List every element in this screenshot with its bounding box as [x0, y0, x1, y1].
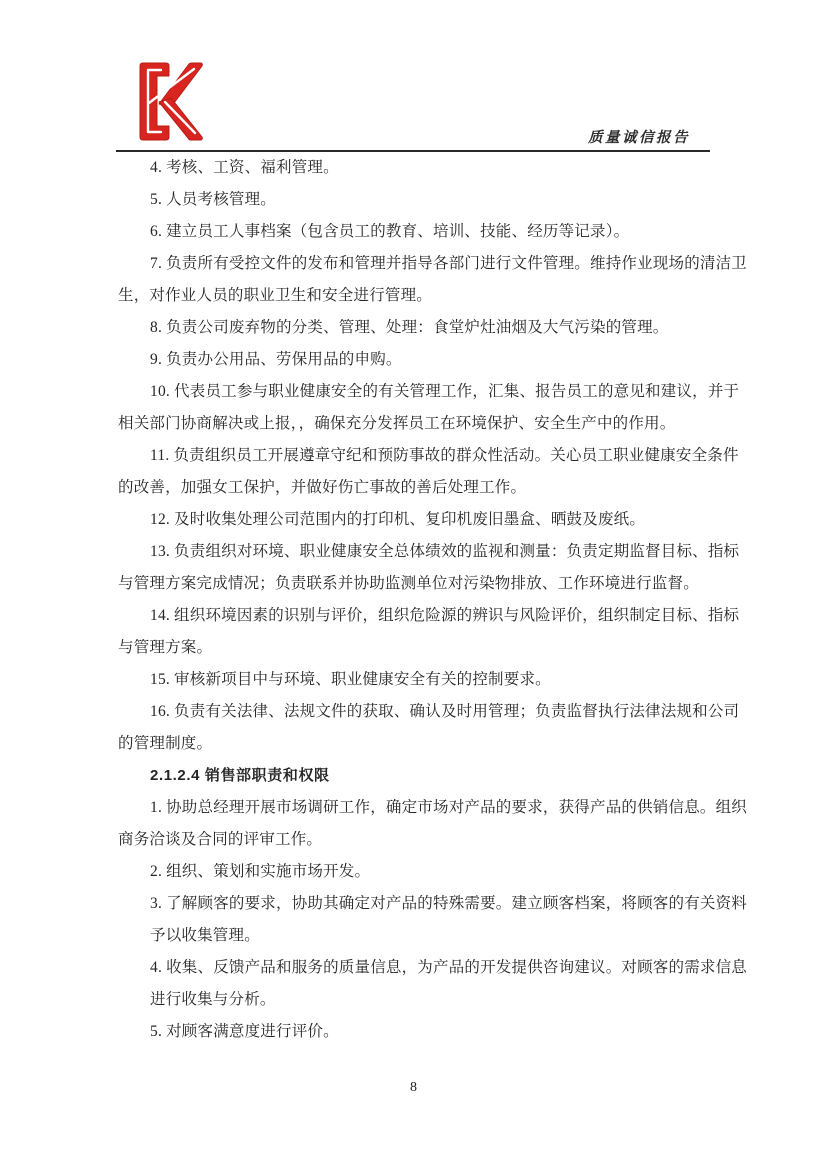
- text-line: 14. 组织环境因素的识别与评价，组织危险源的辨识与风险评价，组织制定目标、指标: [150, 607, 740, 624]
- text-line: 商务洽谈及合同的评审工作。: [118, 831, 323, 848]
- text-line: 的管理制度。: [118, 735, 213, 752]
- text-line: 6. 建立员工人事档案（包含员工的教育、培训、技能、经历等记录）。: [150, 223, 630, 240]
- text-line: 12. 及时收集处理公司范围内的打印机、复印机废旧墨盒、晒鼓及废纸。: [150, 511, 646, 528]
- text-line: 7. 负责所有受控文件的发布和管理并指导各部门进行文件管理。维持作业现场的清洁卫: [150, 255, 748, 272]
- text-line: 9. 负责办公用品、劳保用品的申购。: [150, 351, 402, 368]
- company-k-logo-icon: [133, 62, 205, 142]
- text-line: 2. 组织、策划和实施市场开发。: [150, 863, 371, 880]
- report-title: 质量诚信报告: [588, 130, 690, 146]
- text-line: 与管理方案完成情况；负责联系并协助监测单位对污染物排放、工作环境进行监督。: [118, 575, 699, 592]
- section-heading: 2.1.2.4 销售部职责和权限: [150, 767, 330, 784]
- text-line: 相关部门协商解决或上报，，确保充分发挥员工在环境保护、安全生产中的作用。: [118, 415, 676, 432]
- text-line: 13. 负责组织对环境、职业健康安全总体绩效的监视和测量：负责定期监督目标、指标: [150, 543, 740, 560]
- text-line: 4. 考核、工资、福利管理。: [150, 159, 339, 176]
- text-line: 10. 代表员工参与职业健康安全的有关管理工作，汇集、报告员工的意见和建议，并于: [150, 383, 740, 400]
- text-line: 15. 审核新项目中与环境、职业健康安全有关的控制要求。: [150, 671, 551, 688]
- text-line: 的改善，加强女工保护，并做好伤亡事故的善后处理工作。: [118, 479, 527, 496]
- text-line: 8. 负责公司废弃物的分类、管理、处理：食堂炉灶油烟及大气污染的管理。: [150, 319, 669, 336]
- text-line: 3. 了解顾客的要求，协助其确定对产品的特殊需要。建立顾客档案，将顾客的有关资料: [150, 895, 748, 912]
- text-line: 4. 收集、反馈产品和服务的质量信息，为产品的开发提供咨询建议。对顾客的需求信息: [150, 959, 748, 976]
- text-line: 进行收集与分析。: [150, 991, 276, 1008]
- text-line: 生，对作业人员的职业卫生和安全进行管理。: [118, 287, 433, 304]
- document-body: [118, 152, 748, 1048]
- text-line: 5. 人员考核管理。: [150, 191, 277, 208]
- text-line: 1. 协助总经理开展市场调研工作，确定市场对产品的要求，获得产品的供销信息。组织: [150, 799, 748, 816]
- text-line: 予以收集管理。: [150, 927, 260, 944]
- text-line: 与管理方案。: [118, 639, 213, 656]
- text-line: 5. 对顾客满意度进行评价。: [150, 1023, 339, 1040]
- text-line: 11. 负责组织员工开展遵章守纪和预防事故的群众性活动。关心员工职业健康安全条件: [150, 447, 739, 464]
- text-line: 16. 负责有关法律、法规文件的获取、确认及时用管理；负责监督执行法律法规和公司: [150, 703, 740, 720]
- page-number: 8: [410, 1080, 417, 1095]
